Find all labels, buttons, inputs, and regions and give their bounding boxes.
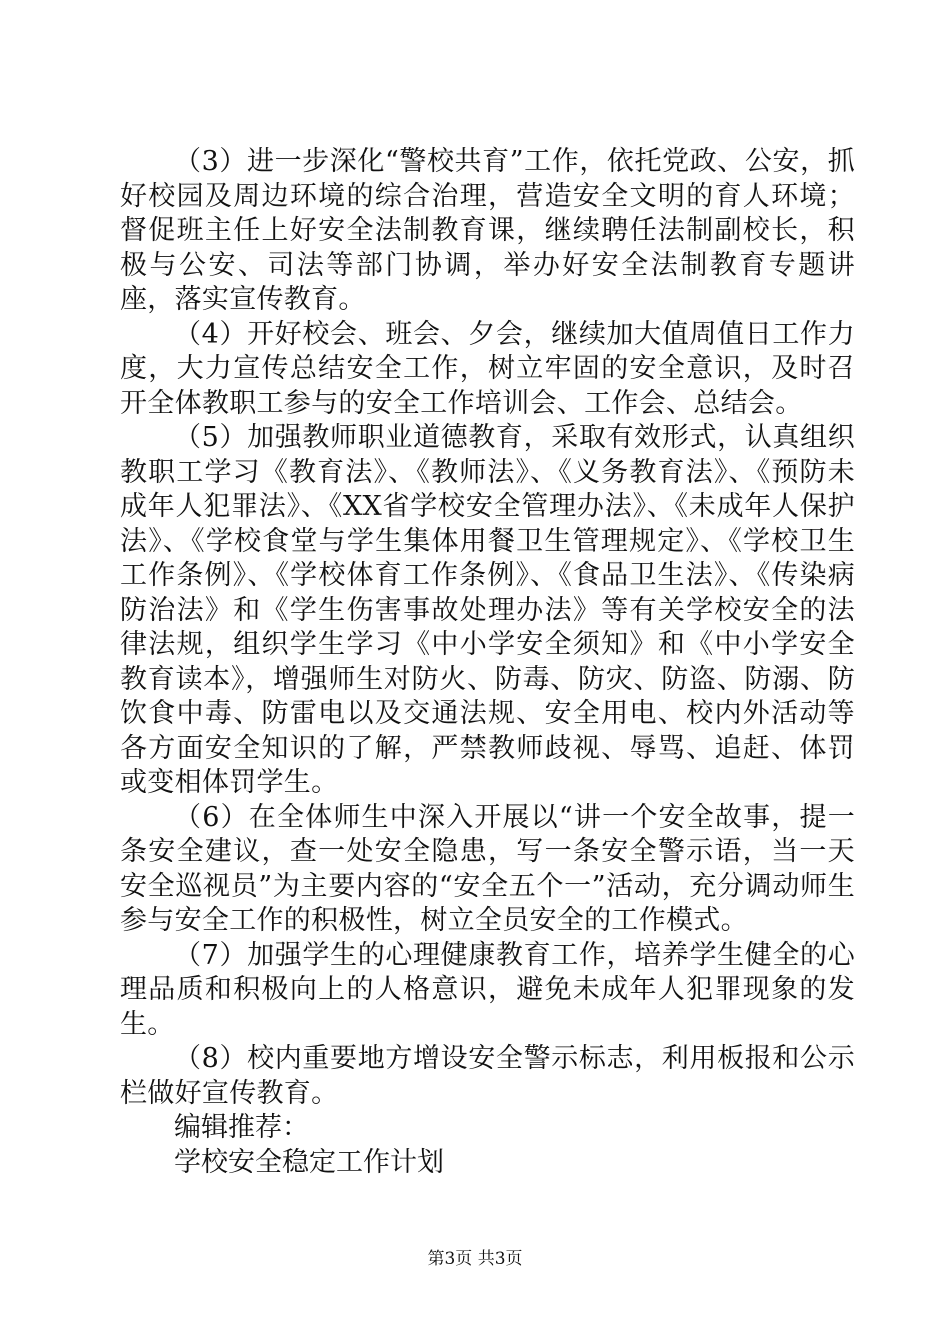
recommended-article-link[interactable]: 学校安全稳定工作计划 bbox=[174, 1146, 444, 1178]
paragraph-item-7: （7）加强学生的心理健康教育工作，培养学生健全的心理品质和积极向上的人格意识，避免未成年人犯罪现象的发生。 bbox=[120, 939, 855, 1040]
paragraph-item-8: （8）校内重要地方增设安全警示标志，利用板报和公示栏做好宣传教育。 bbox=[120, 1043, 855, 1109]
paragraph-item-3: （3）进一步深化“警校共育”工作，依托党政、公安，抓好校园及周边环境的综合治理，营造安全文明的育人环境；督促班主任上好安全法制教育课，继续聘任法制副校长，积极与公安、司法等部门协调，举办好安全法制教育专题讲座，落实宣传教育。 bbox=[120, 146, 855, 315]
editor-recommendation-label: 编辑推荐： bbox=[174, 1112, 309, 1143]
paragraph-item-5: （5）加强教师职业道德教育，采取有效形式，认真组织教职工学习《教育法》、《教师法》、《义务教育法》、《预防未成年人犯罪法》、《XX省学校安全管理办法》、《未成年人保护法》、《学校食堂与学生集体用餐卫生管理规定》、《学校卫生工作条例》、《学校体育工作条例》、《食品卫生法》、《传染病防治法》和《学生伤害事故处理办法》等有关学校安全的法律法规，组织学生学习《中小学安全须知》和《中小学安全教育读本》，增强师生对防火、防毒、防灾、防盗、防溺、防饮食中毒、防雷电以及交通法规、安全用电、校内外活动等各方面安全知识的了解，严禁教师歧视、辱骂、追赶、体罚或变相体罚学生。 bbox=[120, 422, 855, 798]
paragraph-item-4: （4）开好校会、班会、夕会，继续加大值周值日工作力度，大力宣传总结安全工作，树立牢固的安全意识，及时召开全体教职工参与的安全工作培训会、工作会、总结会。 bbox=[120, 318, 855, 419]
document-body bbox=[120, 145, 855, 1180]
page-number-footer: 第3页 共3页 bbox=[427, 1249, 523, 1269]
paragraph-item-6: （6）在全体师生中深入开展以“讲一个安全故事，提一条安全建议，查一处安全隐患，写一条安全警示语，当一天安全巡视员”为主要内容的“安全五个一”活动，充分调动师生参与安全工作的积极性，树立全员安全的工作模式。 bbox=[120, 801, 855, 936]
